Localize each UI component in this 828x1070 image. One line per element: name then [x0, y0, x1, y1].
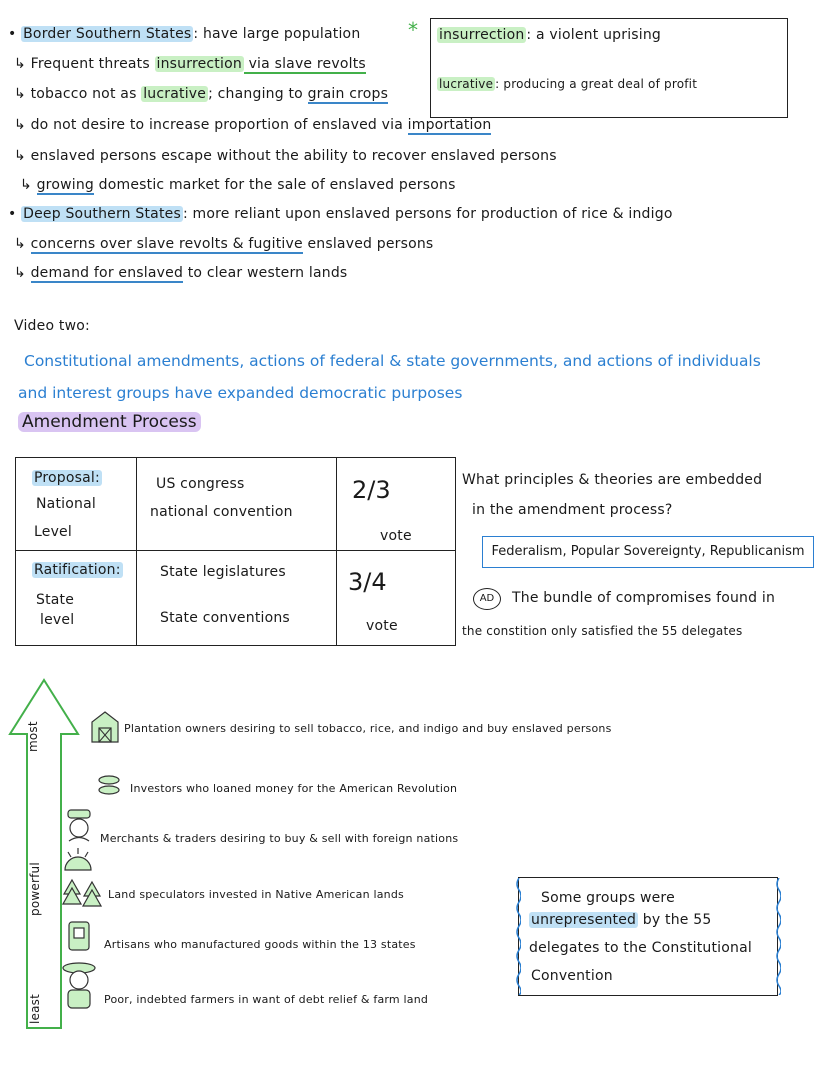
amendment-process-title — [18, 412, 201, 432]
group-plantation-owners: Plantation owners desiring to sell tobacco, rice, and indigo and buy enslaved persons — [124, 722, 612, 735]
text: : a violent uprising — [526, 27, 662, 43]
text: ↳ — [14, 236, 31, 252]
ratification-level-1: State — [36, 592, 75, 608]
text: growing — [36, 177, 94, 193]
ad-badge-icon: AD — [473, 588, 501, 610]
term-lucrative: lucrative — [143, 86, 207, 102]
powerful-label: powerful — [28, 862, 42, 916]
proposal-vote: vote — [380, 528, 412, 544]
proposal-label — [32, 470, 102, 486]
deep-states-heading: Deep Southern States — [23, 206, 181, 222]
text: domestic market for the sale of enslaved persons — [94, 177, 456, 193]
group-land-speculators: Land speculators invested in Native American lands — [108, 888, 404, 901]
border-states-item-4 — [14, 148, 557, 164]
deep-states-item-1 — [14, 236, 433, 252]
border-states-heading-rest: : have large population — [193, 26, 361, 42]
artisan-icon — [64, 920, 94, 952]
note-line-3: delegates to the Constitutional — [529, 940, 752, 956]
term-insurrection: insurrection — [156, 56, 242, 72]
group-artisans: Artisans who manufactured goods within the 13 states — [104, 938, 416, 951]
group-investors: Investors who loaned money for the American Revolution — [130, 782, 458, 795]
wavy-border-left — [515, 878, 521, 995]
text: ↳ Frequent threats — [14, 56, 155, 72]
note-line-2 — [529, 912, 711, 928]
divider — [136, 458, 137, 645]
text: demand for enslaved — [30, 265, 184, 281]
wavy-border-right — [775, 878, 781, 995]
principles-question-2: in the amendment process? — [472, 502, 673, 518]
coins-icon — [96, 772, 122, 798]
text: insurrection — [439, 27, 525, 43]
text: unrepresented — [531, 912, 637, 928]
ratification-label — [32, 562, 123, 578]
barn-icon — [90, 710, 120, 744]
bullet: • — [8, 26, 17, 42]
definition-insurrection — [437, 27, 661, 43]
border-states-heading-line — [8, 26, 360, 42]
video-label: Video two: — [14, 318, 90, 334]
text: ↳ enslaved persons escape without the ability to recover enslaved persons — [14, 148, 557, 164]
divider — [336, 458, 337, 645]
text: ↳ — [20, 177, 37, 193]
ratification-vote: vote — [366, 618, 398, 634]
unrepresented-note-box — [518, 877, 778, 996]
farmer-icon — [62, 960, 96, 1010]
principles-answer: Federalism, Popular Sovereignty, Republicanism — [482, 536, 814, 568]
ratification-body-2: State conventions — [160, 610, 290, 626]
text: lucrative — [439, 77, 494, 91]
ratification-level-2: level — [40, 612, 75, 628]
text: ; changing to — [208, 86, 308, 102]
text: enslaved persons — [302, 236, 434, 252]
video-line-1: Constitutional amendments, actions of federal & state governments, and actions of individuals — [24, 352, 761, 370]
definition-lucrative — [437, 77, 697, 91]
text: grain crops — [307, 86, 389, 102]
text: importation — [407, 117, 492, 133]
star-icon: * — [408, 18, 418, 42]
text: Proposal: — [34, 470, 100, 486]
deep-states-item-2 — [14, 265, 347, 281]
border-states-item-3 — [14, 117, 491, 133]
border-states-item-1 — [14, 56, 366, 72]
text: Ratification: — [34, 562, 121, 578]
sunrise-icon — [62, 844, 94, 872]
proposal-level-2: Level — [34, 524, 72, 540]
definitions-box — [430, 18, 788, 118]
proposal-body-2: national convention — [150, 504, 293, 520]
divider — [16, 550, 455, 551]
amendment-table — [15, 457, 456, 646]
proposal-fraction: 2/3 — [352, 476, 391, 504]
proposal-level-1: National — [36, 496, 96, 512]
proposal-body-1: US congress — [156, 476, 245, 492]
bundle-line-2: the constition only satisfied the 55 delegates — [462, 624, 743, 638]
deep-states-heading-rest: : more reliant upon enslaved persons for production of rice & indigo — [182, 206, 673, 222]
ratification-body-1: State legislatures — [160, 564, 286, 580]
text: via slave revolts — [243, 56, 366, 72]
border-states-item-2 — [14, 86, 388, 102]
text: ↳ tobacco not as — [14, 86, 142, 102]
bundle-line-1: The bundle of compromises found in — [512, 590, 776, 606]
text: to clear western lands — [183, 265, 348, 281]
group-poor-farmers: Poor, indebted farmers in want of debt relief & farm land — [104, 993, 429, 1006]
note-line-1: Some groups were — [541, 890, 675, 906]
text: concerns over slave revolts & fugitive — [30, 236, 303, 252]
border-states-heading: Border Southern States — [23, 26, 192, 42]
text: ↳ — [14, 265, 31, 281]
least-label: least — [28, 993, 42, 1024]
border-states-item-5 — [20, 177, 456, 193]
merchant-icon — [64, 808, 94, 842]
video-line-2: and interest groups have expanded democratic purposes — [18, 384, 463, 402]
principles-question-1: What principles & theories are embedded — [462, 472, 763, 488]
text: Amendment Process — [18, 412, 201, 432]
text: : producing a great deal of profit — [495, 77, 698, 91]
text: ↳ do not desire to increase proportion of enslaved via — [14, 117, 408, 133]
ratification-fraction: 3/4 — [348, 568, 387, 596]
text: by the 55 — [638, 912, 712, 928]
group-merchants: Merchants & traders desiring to buy & sell with foreign nations — [100, 832, 459, 845]
bullet: • — [8, 206, 17, 222]
note-line-4: Convention — [531, 968, 613, 984]
trees-icon — [62, 878, 102, 912]
most-label: most — [26, 721, 40, 752]
deep-states-heading-line — [8, 206, 673, 222]
